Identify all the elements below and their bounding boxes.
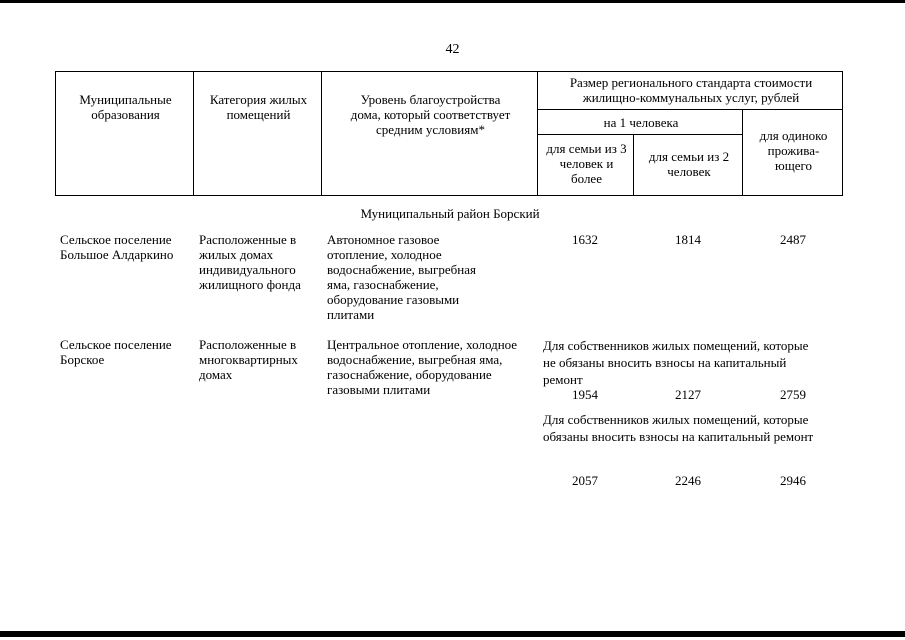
header-cell-per-person <box>537 109 743 135</box>
header-level-label: Уровень благоустройства дома, который соответствует средним условиям* <box>350 92 511 137</box>
row1-category: Расположенные в жилых домах индивидуального жилищного фонда <box>199 232 301 292</box>
row1-value-single: 2487 <box>780 232 806 247</box>
section-title: Муниципальный район Борский <box>360 206 540 221</box>
row2-note-with-capital-repair: Для собственников жилых помещений, которые обязаны вносить взносы на капитальный ремонт <box>543 412 814 444</box>
header-cell-municipal <box>55 71 194 196</box>
header-family3-label: для семьи из 3 человек и более <box>546 141 627 186</box>
header-family2-label: для семьи из 2 человек <box>648 149 730 179</box>
row2-note-no-capital-repair: Для собственников жилых помещений, которые не обязаны вносить взносы на капитальный ремонт <box>543 338 809 387</box>
row2-municipality: Сельское поселение Борское <box>60 337 172 367</box>
header-cell-single <box>742 109 843 196</box>
top-rule <box>0 0 905 3</box>
row2-level: Центральное отопление, холодное водоснабжение, выгребная яма, газоснабжение, оборудование газовыми плитами <box>327 337 518 397</box>
row2a-value-single: 2759 <box>780 387 806 402</box>
header-cell-category <box>193 71 322 196</box>
header-cell-size <box>537 71 843 110</box>
page-number: 42 <box>445 42 460 57</box>
header-size-label: Размер регионального стандарта стоимости жилищно-коммунальных услуг, рублей <box>569 75 813 105</box>
bottom-rule <box>0 631 905 637</box>
row1-value-family2: 1814 <box>675 232 701 247</box>
row2b-value-single: 2946 <box>780 473 806 488</box>
row2b-value-family2: 2246 <box>675 473 701 488</box>
row1-municipality: Сельское поселение Большое Алдаркино <box>60 232 174 262</box>
row2-category: Расположенные в многоквартирных домах <box>199 337 298 382</box>
header-category-label: Категория жилых помещений <box>209 92 308 122</box>
header-single-label: для одиноко прожива-ющего <box>759 128 828 173</box>
row1-value-family3: 1632 <box>572 232 598 247</box>
header-municipal-label: Муниципальные образования <box>79 92 172 122</box>
header-cell-family3 <box>537 134 634 196</box>
header-per-person-label: на 1 человека <box>603 115 679 130</box>
row2b-value-family3: 2057 <box>572 473 598 488</box>
row2a-value-family3: 1954 <box>572 387 598 402</box>
header-cell-level <box>321 71 538 196</box>
row2a-value-family2: 2127 <box>675 387 701 402</box>
row1-level: Автономное газовое отопление, холодное водоснабжение, выгребная яма, газоснабжение, оборудование газовыми плитами <box>327 232 476 322</box>
header-cell-family2 <box>633 134 743 196</box>
